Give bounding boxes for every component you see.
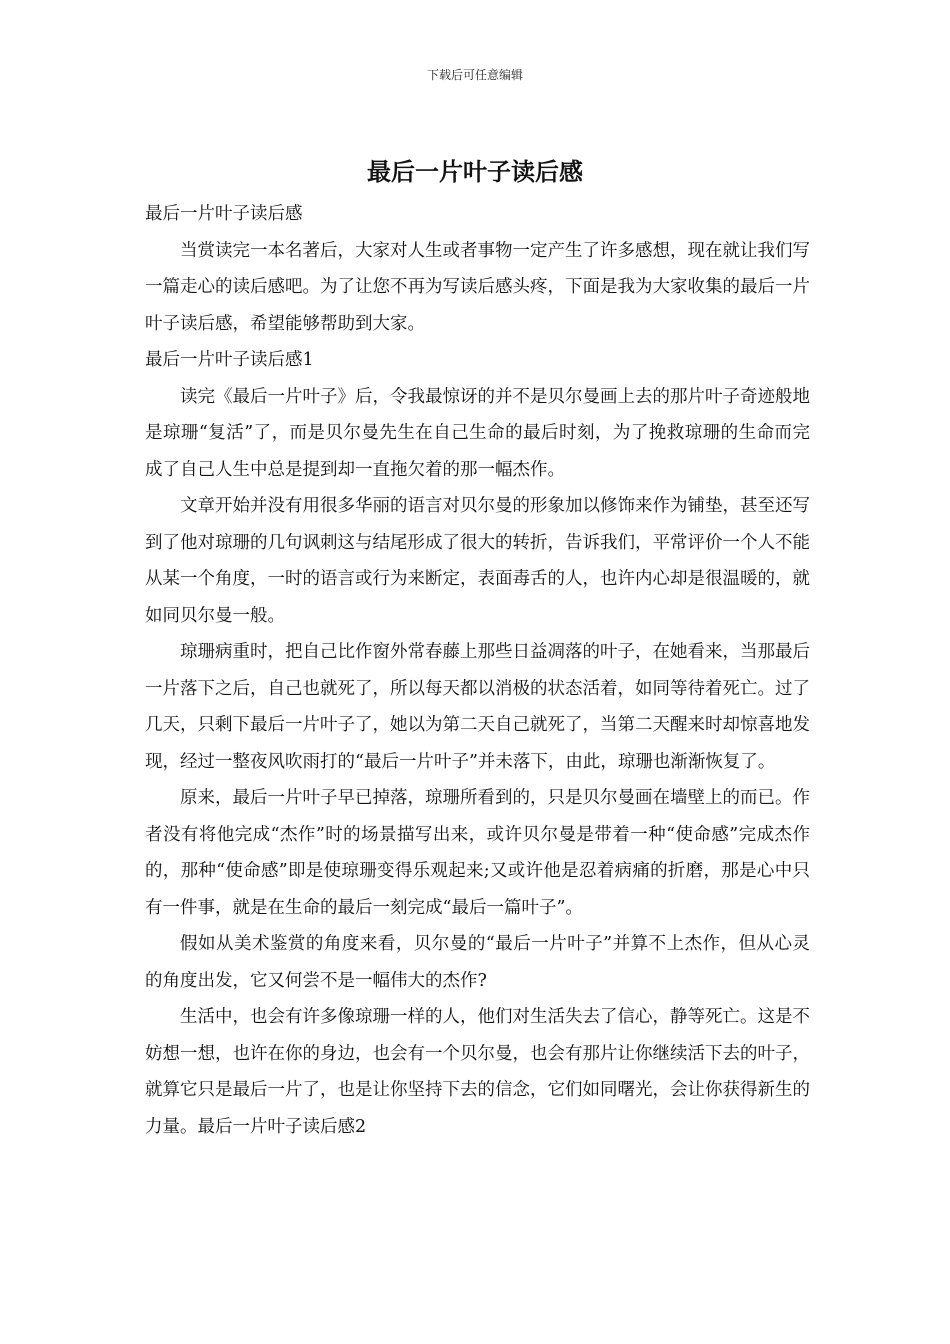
body-paragraph: 生活中，也会有许多像琼珊一样的人，他们对生活失去了信心，静等死亡。这是不妨想一想，也许在你的身边，也会有一个贝尔曼，也会有那片让你继续活下去的叶子，就算它只是最后一片了，也是让你坚持下去的信念，它们如同曙光，会让你获得新生的力量。最后一片叶子读后感2 [145,1007,810,1137]
body-paragraph: 读完《最后一片叶子》后，令我最惊讶的并不是贝尔曼画上去的那片叶子奇迹般地是琼珊“复活”了，而是贝尔曼先生在自己生命的最后时刻，为了挽救琼珊的生命而完成了自己人生中总是提到却一直拖欠着的那一幅杰作。 [145,386,810,480]
header-note: 下载后可任意编辑 [426,68,523,82]
document-body [145,196,810,1145]
body-paragraph: 文章开始并没有用很多华丽的语言对贝尔曼的形象加以修饰来作为铺垫，甚至还写到了他对琼珊的几句讽刺这与结尾形成了很大的转折，告诉我们，平常评价一个人不能从某一个角度，一时的语言或行为来断定，表面毒舌的人，也许内心却是很温暖的，就如同贝尔曼一般。 [145,496,810,626]
body-paragraph: 原来，最后一片叶子早已掉落，琼珊所看到的，只是贝尔曼画在墙壁上的而已。作者没有将他完成“杰作”时的场景描写出来，或许贝尔曼是带着一种“使命感”完成杰作的，那种“使命感”即是使琼珊变得乐观起来;又或许他是忍着病痛的折磨，那是心中只有一件事，就是在生命的最后一刻完成“最后一篇叶子”。 [145,788,810,918]
body-paragraph: 假如从美术鉴赏的角度来看，贝尔曼的“最后一片叶子”并算不上杰作，但从心灵的角度出发，它又何尝不是一幅伟大的杰作? [145,934,810,991]
subtitle: 最后一片叶子读后感 [145,204,303,224]
intro-paragraph: 当赏读完一本名著后，大家对人生或者事物一定产生了许多感想，现在就让我们写一篇走心的读后感吧。为了让您不再为写读后感头疼，下面是我为大家收集的最后一片叶子读后感，希望能够帮助到大家。 [145,240,810,334]
section-heading-1: 最后一片叶子读后感1 [145,350,314,370]
body-paragraph: 琼珊病重时，把自己比作窗外常春藤上那些日益凋落的叶子，在她看来，当那最后一片落下之后，自己也就死了，所以每天都以消极的状态活着，如同等待着死亡。过了几天，只剩下最后一片叶子了，她以为第二天自己就死了，当第二天醒来时却惊喜地发现，经过一整夜风吹雨打的“最后一片叶子”并未落下，由此，琼珊也渐渐恢复了。 [145,642,810,772]
page-title: 最后一片叶子读后感 [367,158,583,186]
